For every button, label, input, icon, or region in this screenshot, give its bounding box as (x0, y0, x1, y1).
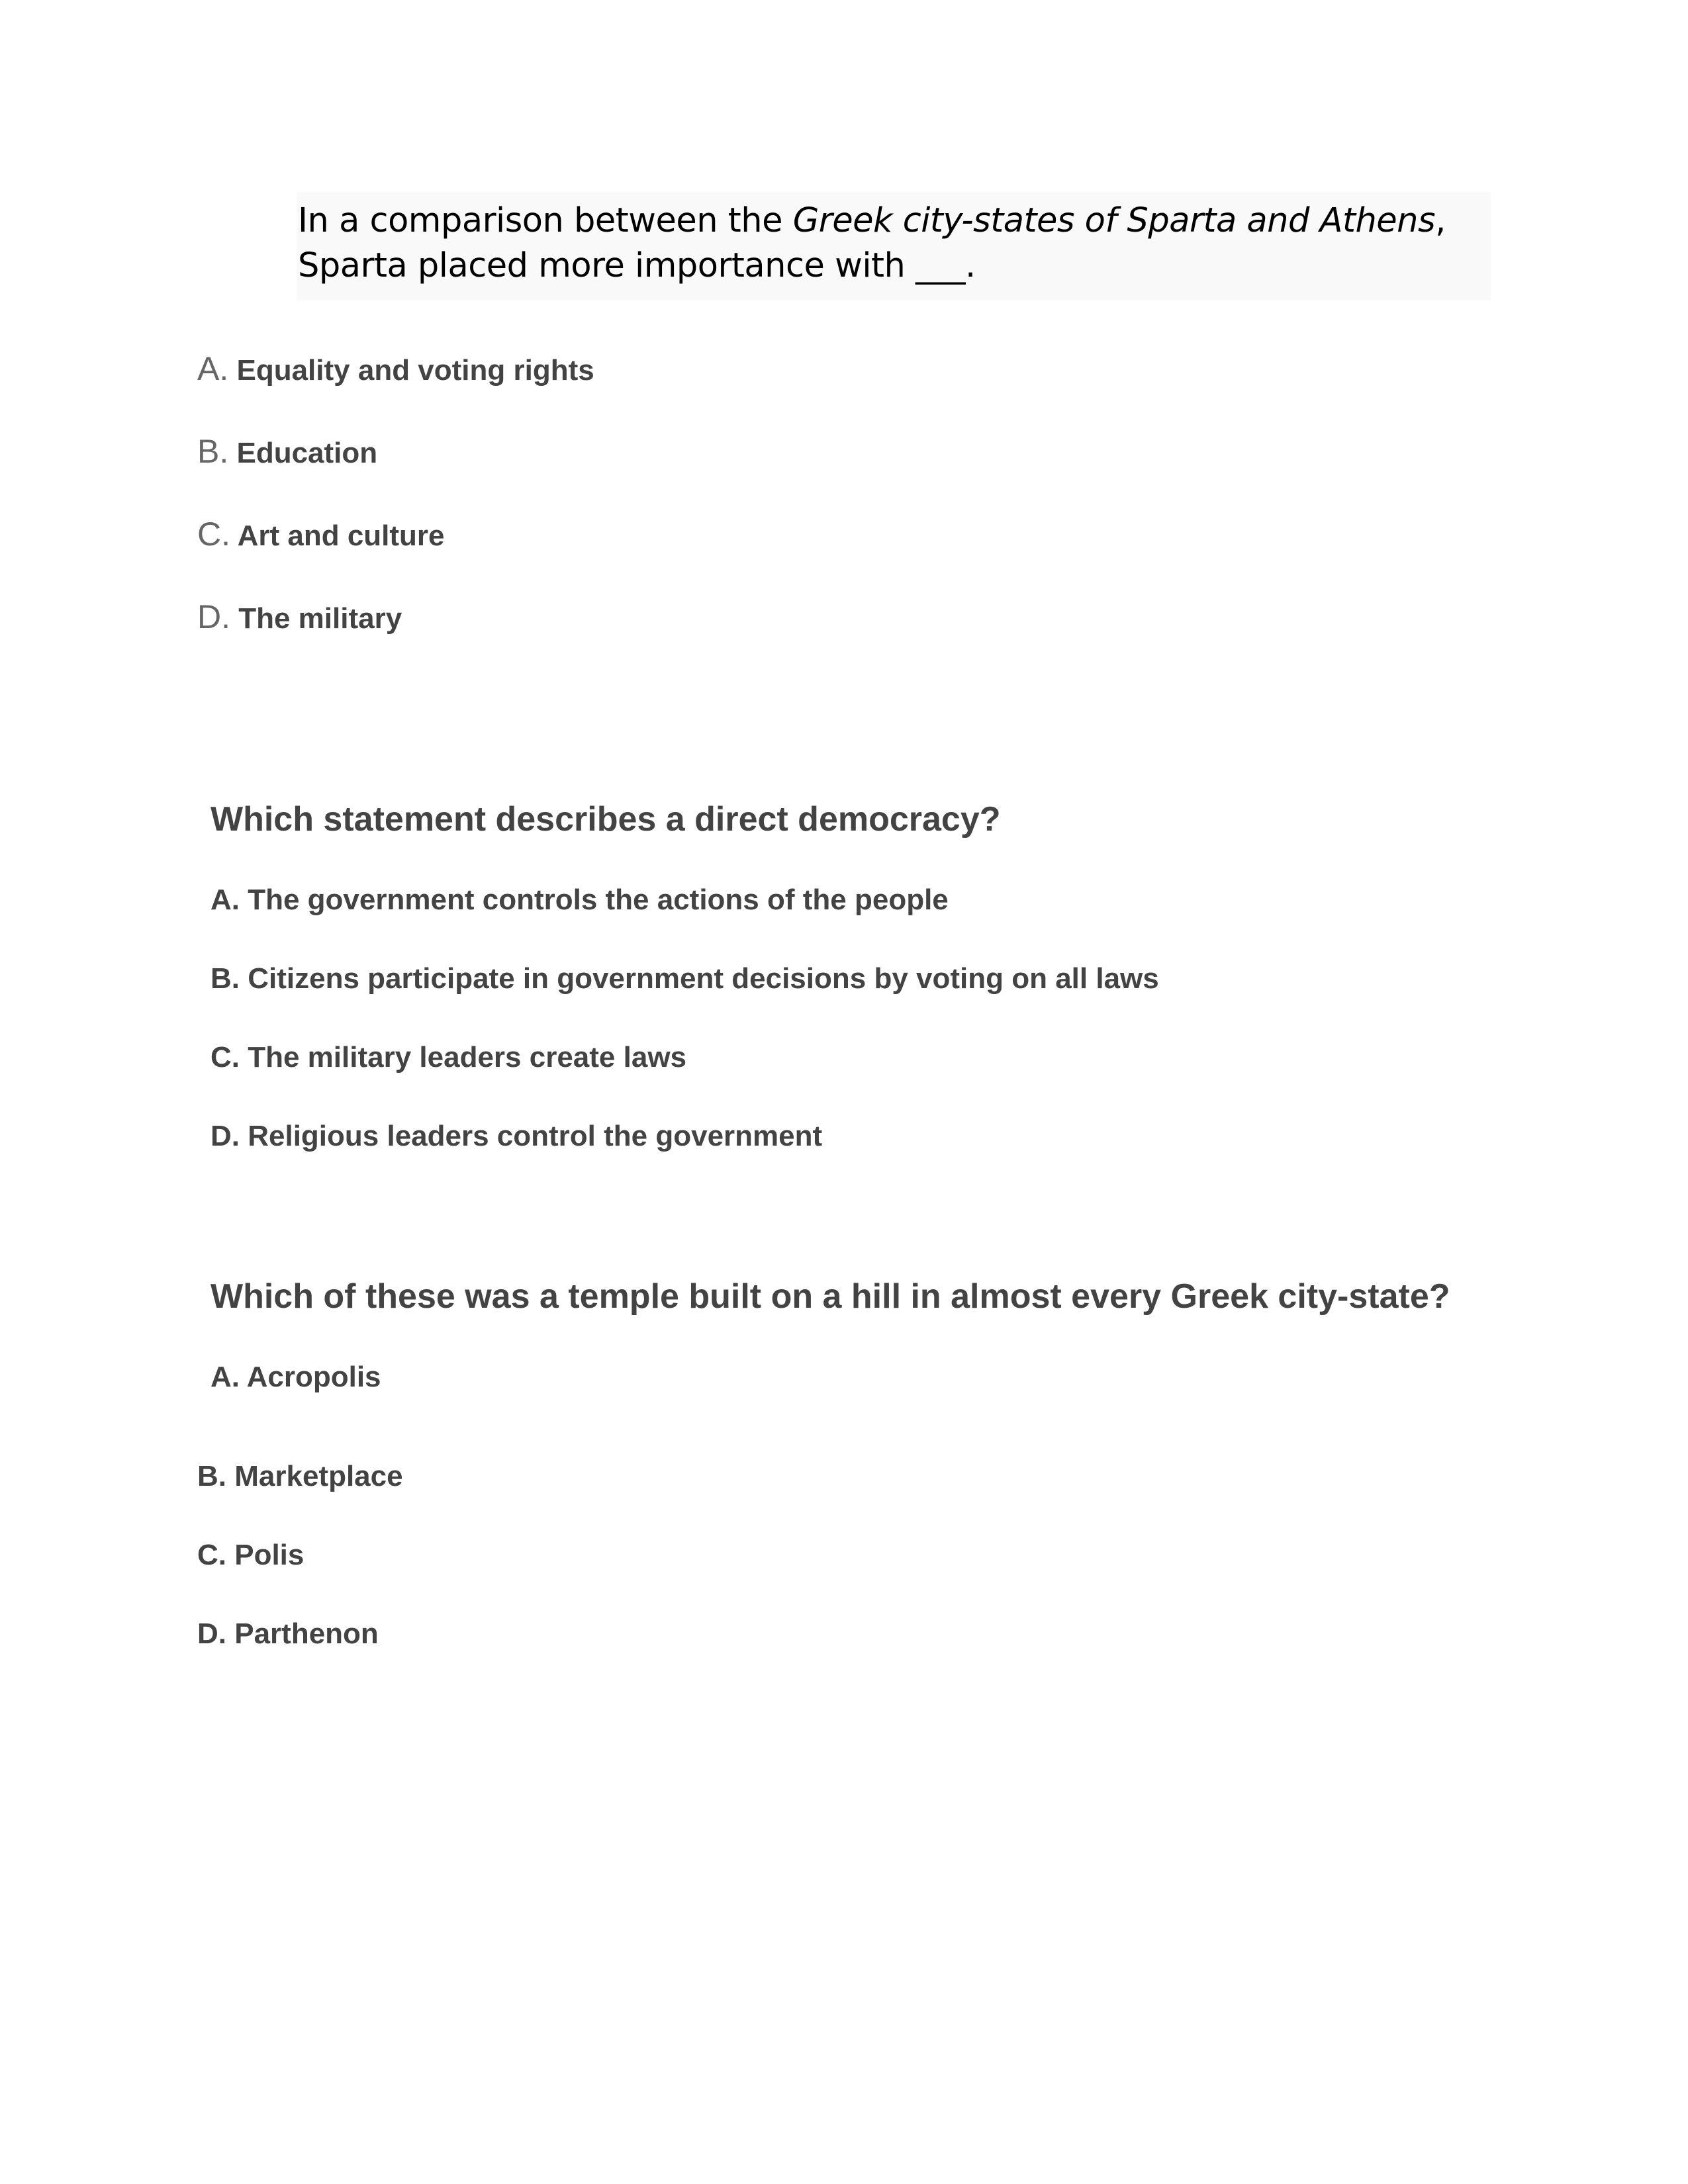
question-1-option-d (197, 598, 402, 636)
question-2-heading: Which statement describes a direct democracy? (211, 800, 1001, 839)
option-text: Education (236, 437, 378, 469)
option-text: The military (238, 602, 402, 635)
question-3-option-a: A. Acropolis (211, 1361, 381, 1393)
question-2-option-c: C. The military leaders create laws (211, 1041, 687, 1073)
question-1-text-italic: Greek city-states of Sparta and Athens (792, 201, 1436, 240)
question-1-option-a (197, 349, 594, 388)
question-3-heading: Which of these was a temple built on a hill in almost every Greek city-state? (211, 1277, 1450, 1316)
question-1-text-part2: , Sparta placed more importance with ___. (298, 201, 1446, 285)
question-3-option-b: B. Marketplace (197, 1460, 403, 1492)
question-3-option-c: C. Polis (197, 1539, 305, 1571)
option-text: Art and culture (237, 520, 445, 552)
question-1-text (298, 199, 1488, 289)
question-1-option-c (197, 515, 445, 553)
option-text: Equality and voting rights (236, 354, 594, 387)
question-1-box (297, 192, 1491, 300)
option-letter: B. (197, 433, 229, 470)
question-2-option-a: A. The government controls the actions of the people (211, 884, 949, 916)
question-2-option-b: B. Citizens participate in government decisions by voting on all laws (211, 962, 1159, 995)
question-1-option-b (197, 432, 377, 471)
question-2-option-d: D. Religious leaders control the government (211, 1120, 823, 1152)
option-letter: A. (197, 350, 229, 387)
question-1-text-part1: In a comparison between the (298, 201, 793, 240)
option-letter: C. (197, 516, 230, 553)
option-letter: D. (197, 598, 230, 635)
question-3-option-d: D. Parthenon (197, 1617, 379, 1650)
